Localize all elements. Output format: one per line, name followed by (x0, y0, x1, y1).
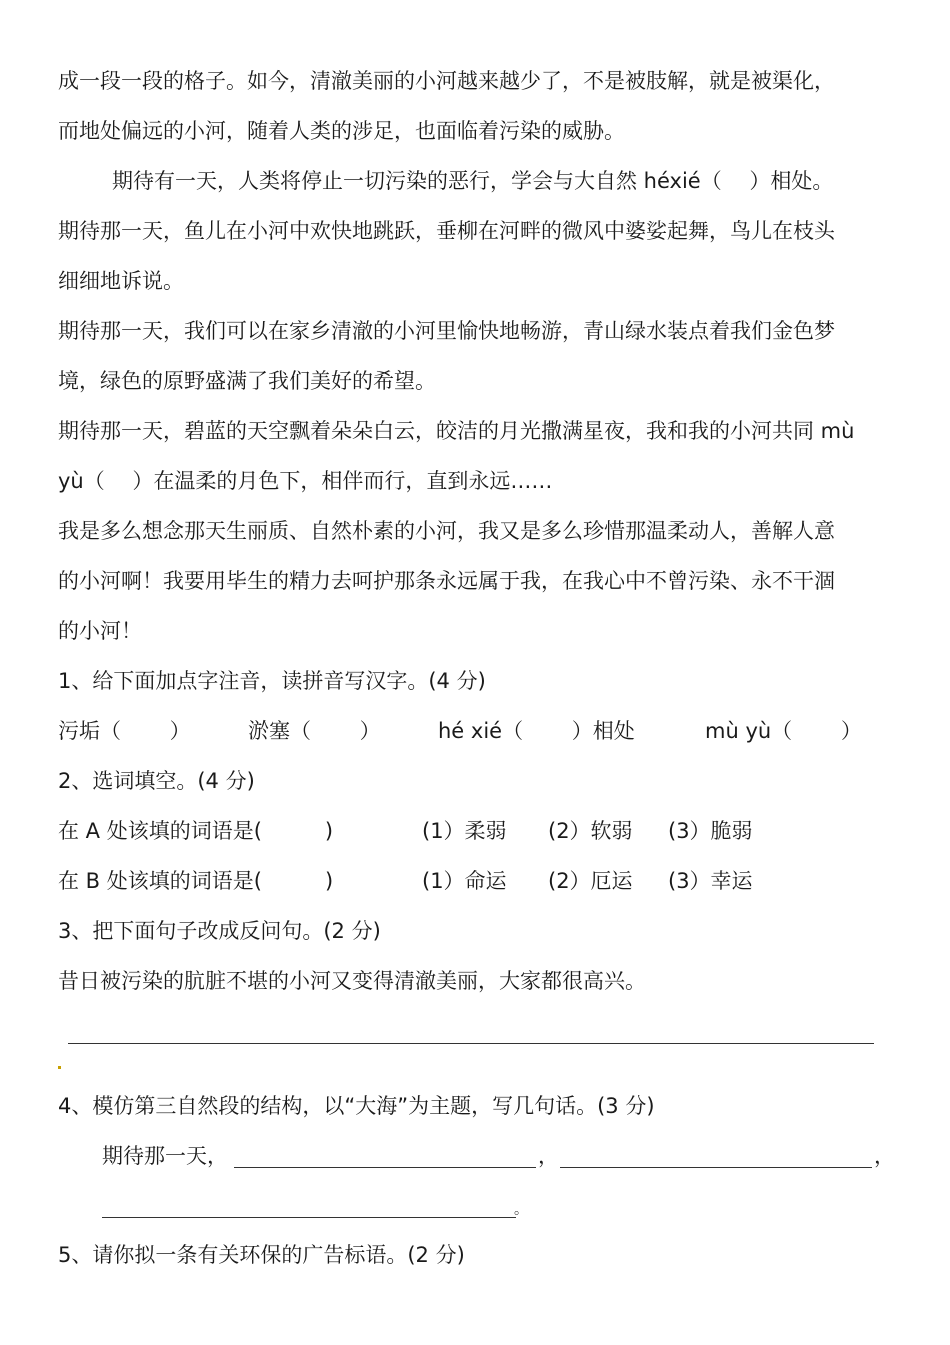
question-5-title: 5、请你拟一条有关环保的广告标语。(2 分) (58, 1243, 465, 1267)
decorative-mark (58, 1066, 61, 1069)
passage-line: 的小河！ (58, 619, 142, 643)
q2-b-option-3: (3）幸运 (668, 869, 753, 893)
q2-a-option-2: (2）软弱 (548, 819, 633, 843)
passage-line: 境，绿色的原野盛满了我们美好的希望。 (58, 369, 436, 393)
q1-item-muyu[interactable]: mù yù（ ） (705, 719, 862, 743)
passage-line: 的小河啊！我要用毕生的精力去呵护那条永远属于我，在我心中不曾污染、永不干涸 (58, 569, 835, 593)
q4-answer-line-2[interactable] (560, 1167, 872, 1168)
q4-answer-line-3[interactable] (102, 1217, 516, 1218)
passage-line: 我是多么想念那天生丽质、自然朴素的小河，我又是多么珍惜那温柔动人，善解人意 (58, 519, 835, 543)
passage-line: 细细地诉说。 (58, 269, 184, 293)
q1-item-wugou[interactable]: 污垢（ ） (58, 719, 191, 743)
q4-answer-line-1[interactable] (234, 1167, 536, 1168)
q3-sentence: 昔日被污染的肮脏不堪的小河又变得清澈美丽，大家都很高兴。 (58, 969, 646, 993)
question-3-title: 3、把下面句子改成反问句。(2 分) (58, 919, 381, 943)
q2-a-option-3: (3）脆弱 (668, 819, 753, 843)
passage-line: yù（ ）在温柔的月色下，相伴而行，直到永远…… (58, 469, 553, 493)
question-4-title: 4、模仿第三自然段的结构，以“大海”为主题，写几句话。(3 分) (58, 1094, 655, 1118)
q1-item-hexie[interactable]: hé xié（ ）相处 (438, 719, 635, 743)
q2-b-option-1: (1）命运 (422, 869, 507, 893)
q4-end-period: 。 (514, 1202, 528, 1218)
q2-a-option-1: (1）柔弱 (422, 819, 507, 843)
q4-lead: 期待那一天， (102, 1144, 228, 1168)
q4-comma-2: ， (874, 1144, 895, 1168)
q2-b-option-2: (2）厄运 (548, 869, 633, 893)
passage-line: 期待那一天，碧蓝的天空飘着朵朵白云，皎洁的月光撒满星夜，我和我的小河共同 mù (58, 419, 855, 443)
question-2-title: 2、选词填空。(4 分) (58, 769, 255, 793)
passage-line: 而地处偏远的小河，随着人类的涉足，也面临着污染的威胁。 (58, 119, 625, 143)
passage-line: 成一段一段的格子。如今，清澈美丽的小河越来越少了，不是被肢解，就是被渠化， (58, 69, 835, 93)
q1-item-yuse[interactable]: 淤塞（ ） (248, 719, 381, 743)
q3-answer-line[interactable] (68, 1043, 874, 1044)
passage-line: 期待那一天，我们可以在家乡清澈的小河里愉快地畅游，青山绿水装点着我们金色梦 (58, 319, 835, 343)
q2-b-blank[interactable]: 在 B 处该填的词语是( ) (58, 869, 334, 893)
question-1-title: 1、给下面加点字注音，读拼音写汉字。(4 分) (58, 669, 486, 693)
passage-line: 期待那一天，鱼儿在小河中欢快地跳跃，垂柳在河畔的微风中婆娑起舞，鸟儿在枝头 (58, 219, 835, 243)
q2-a-blank[interactable]: 在 A 处该填的词语是( ) (58, 819, 334, 843)
q4-comma-1: ， (538, 1144, 559, 1168)
passage-line: 期待有一天，人类将停止一切污染的恶行，学会与大自然 héxié（ ）相处。 (112, 169, 834, 193)
